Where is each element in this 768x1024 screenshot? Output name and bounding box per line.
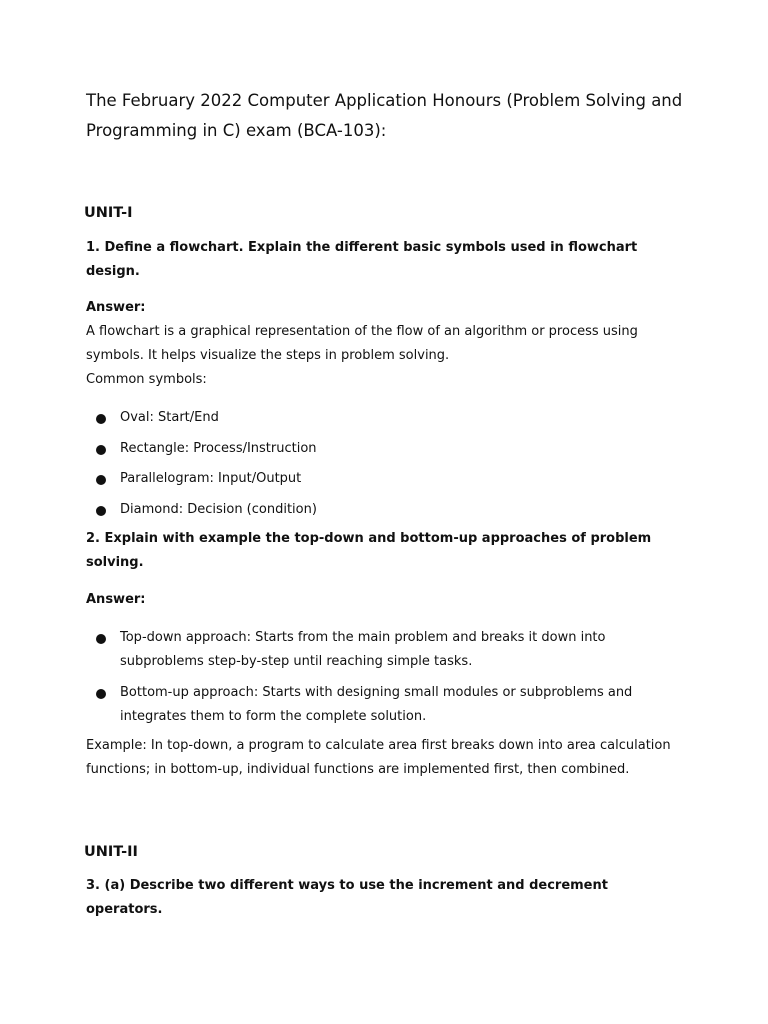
bullet-icon xyxy=(96,689,106,699)
list-item-text: Top-down approach: Starts from the main problem and breaks it down into subproblems step-by-step until reaching simple tasks. xyxy=(120,630,606,669)
unit-2-heading: UNIT-II xyxy=(84,844,138,860)
bullet-icon xyxy=(96,445,106,455)
approaches-list xyxy=(86,626,686,729)
list-item-text: Rectangle: Process/Instruction xyxy=(120,440,317,456)
question-2-answer-label: Answer: xyxy=(86,592,146,607)
list-item xyxy=(86,498,686,522)
document-title: The February 2022 Computer Application Honours (Problem Solving and Programming in C) exam (BCA-103): xyxy=(86,91,683,140)
list-item xyxy=(86,467,686,491)
unit-1-heading: UNIT-I xyxy=(84,205,133,221)
symbols-intro: Common symbols: xyxy=(86,372,207,387)
bullet-icon xyxy=(96,506,106,516)
flowchart-symbols-list xyxy=(86,406,686,522)
list-item-text: Oval: Start/End xyxy=(120,410,219,425)
list-item xyxy=(86,626,686,674)
list-item-text: Parallelogram: Input/Output xyxy=(120,471,302,486)
question-1: 1. Define a flowchart. Explain the different basic symbols used in flowchart design. xyxy=(86,240,638,279)
list-item xyxy=(86,681,686,729)
list-item-text: Diamond: Decision (condition) xyxy=(120,501,317,517)
list-item-text: Bottom-up approach: Starts with designing small modules or subproblems and integrates them to form the complete solution. xyxy=(120,685,633,724)
question-2-example: Example: In top-down, a program to calculate area first breaks down into area calculation functions; in bottom-up, individual functions are implemented first, then combined. xyxy=(86,738,671,777)
question-3: 3. (a) Describe two different ways to use the increment and decrement operators. xyxy=(86,878,608,917)
bullet-icon xyxy=(96,634,106,644)
bullet-icon xyxy=(96,414,106,424)
bullet-icon xyxy=(96,475,106,485)
list-item xyxy=(86,437,686,461)
list-item xyxy=(86,406,686,430)
question-1-answer-text: A flowchart is a graphical representation of the flow of an algorithm or process using symbols. It helps visualize the steps in problem solving. xyxy=(86,324,638,363)
question-2: 2. Explain with example the top-down and bottom-up approaches of problem solving. xyxy=(86,531,652,570)
question-1-answer-label: Answer: xyxy=(86,300,146,315)
